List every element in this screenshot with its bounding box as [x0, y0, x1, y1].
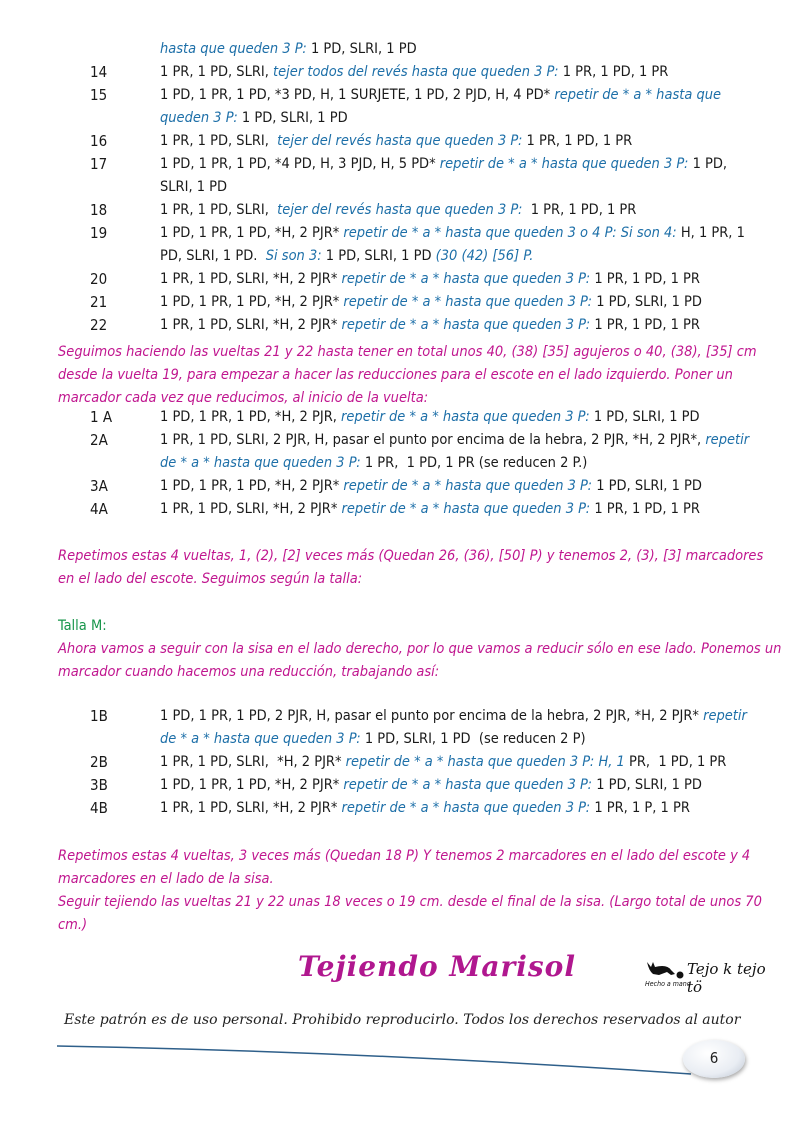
stitch-sequence: 1 PR, 1 PD, 1 PR	[594, 317, 700, 333]
stitch-sequence: 1 PD, 1 PR, 1 PD, *H, 2 PJR*	[160, 294, 344, 310]
row-instruction-line	[160, 452, 780, 475]
instruction-note: repetir de * a * hasta que queden 3 P:	[341, 501, 595, 517]
row-instruction-line	[160, 705, 780, 728]
row-instruction	[160, 797, 780, 820]
logo-text: Tejo k tejo tö	[687, 960, 766, 996]
instruction-note: repetir de * a * hasta que queden 3 P:	[341, 800, 595, 816]
row-instruction-line	[160, 498, 780, 521]
row-instruction-line	[160, 107, 780, 130]
instruction-note: repetir de * a * hasta que queden 3 P:	[341, 317, 595, 333]
row-instruction	[160, 222, 780, 268]
row-number: 21	[90, 293, 108, 311]
stitch-sequence: PD, SLRI, 1 PD.	[160, 248, 266, 264]
stitch-sequence: 1 PD, SLRI, 1 PD	[596, 777, 702, 793]
instruction-note: repetir de * a * hasta que queden 3 P: H, 1	[345, 754, 629, 770]
brand-signature: Tejiendo Marisol	[298, 950, 576, 983]
stitch-sequence: 1 PD, 1 PR, 1 PD, *H, 2 PJR*	[160, 478, 344, 494]
row-number: 4A	[90, 500, 108, 518]
stitch-sequence: 1 PR, 1 PD, SLRI, 2 PJR, H, pasar el punto por encima de la hebra, 2 PJR, *H, 2 PJR*,	[160, 432, 706, 448]
row-number: 3A	[90, 477, 108, 495]
stitch-sequence: H, 1 PR, 1	[680, 225, 745, 241]
stitch-sequence: SLRI, 1 PD	[160, 179, 228, 195]
stitch-sequence: 1 PD, SLRI, 1 PD	[325, 248, 436, 264]
row-instruction-line	[160, 429, 780, 452]
instruction-note: repetir	[705, 432, 750, 448]
row-instruction-line	[160, 38, 780, 61]
row-instruction	[160, 38, 780, 61]
stitch-sequence: 1 PR, 1 PD, SLRI, *H, 2 PJR*	[160, 271, 342, 287]
row-number: 19	[90, 224, 108, 242]
stitch-sequence: 1 PR, 1 PD, SLRI,	[160, 64, 274, 80]
stitch-sequence: 1 PR, 1 PD, SLRI, *H, 2 PJR*	[160, 317, 342, 333]
row-instruction-line	[160, 797, 780, 820]
stitch-sequence: 1 PR, 1 PD, 1 PR	[530, 202, 637, 218]
stitch-sequence: PR, 1 PD, 1 PR	[629, 754, 727, 770]
instruction-note: repetir de * a * hasta que queden 3 P:	[341, 409, 594, 425]
stitch-sequence: 1 PD, SLRI, 1 PD	[310, 41, 417, 57]
stitch-sequence: 1 PR, 1 PD, 1 PR (se reducen 2 P.)	[364, 455, 588, 471]
instruction-paragraph-repeat-b: Repetimos estas 4 vueltas, 3 veces más (Quedan 18 P) Y tenemos 2 marcadores en el lado del escote y 4 marcadores en el lado de la sisa.	[58, 848, 751, 887]
instruction-note: de * a * hasta que queden 3 P:	[160, 455, 365, 471]
size-heading: Talla M:	[58, 618, 107, 634]
instruction-note: repetir de * a * hasta que queden 3 o 4 P: Si son 4:	[343, 225, 681, 241]
row-number: 3B	[90, 776, 108, 794]
stitch-sequence: 1 PD, 1 PR, 1 PD, 2 PJR, H, pasar el punto por encima de la hebra, 2 PJR, *H, 2 PJR*	[160, 708, 704, 724]
row-instruction-line	[160, 61, 780, 84]
instruction-note: de * a * hasta que queden 3 P:	[160, 731, 365, 747]
row-instruction	[160, 61, 780, 84]
row-instruction	[160, 291, 780, 314]
row-instruction-line	[160, 176, 780, 199]
stitch-sequence: 1 PR, 1 PD, SLRI,	[160, 133, 278, 149]
row-instruction-line	[160, 245, 780, 268]
brand-logo	[645, 958, 785, 996]
instruction-paragraph-finish: Seguir tejiendo las vueltas 21 y 22 unas 18 veces o 19 cm. desde el final de la sisa. (Largo total de unos 70 cm.)	[58, 894, 762, 933]
row-instruction-line	[160, 268, 780, 291]
stitch-sequence: 1 PD, SLRI, 1 PD (se reducen 2 P)	[364, 731, 586, 747]
row-number: 16	[90, 132, 108, 150]
row-instruction	[160, 774, 780, 797]
row-number: 1B	[90, 707, 108, 725]
row-instruction-line	[160, 751, 780, 774]
instruction-paragraph-repeat-a: Repetimos estas 4 vueltas, 1, (2), [2] veces más (Quedan 26, (36), [50] P) y tenemos 2, (3), [3] marcadores en el lado del escote. Seguimos según la talla:	[58, 548, 764, 587]
instruction-note: Si son 3:	[265, 248, 326, 264]
row-number: 18	[90, 201, 108, 219]
row-instruction	[160, 268, 780, 291]
stitch-sequence: 1 PD, SLRI, 1 PD	[596, 478, 702, 494]
stitch-sequence: 1 PR, 1 P, 1 PR	[594, 800, 690, 816]
instruction-note: tejer todos del revés hasta que queden 3 P:	[273, 64, 563, 80]
footer-divider	[55, 1040, 695, 1080]
stitch-sequence: 1 PD, SLRI, 1 PD	[593, 409, 700, 425]
row-instruction	[160, 475, 780, 498]
row-number: 2A	[90, 431, 108, 449]
instruction-note: tejer del revés hasta que queden 3 P:	[277, 133, 527, 149]
row-number: 20	[90, 270, 108, 288]
stitch-sequence: 1 PD, 1 PR, 1 PD, *4 PD, H, 3 PJD, H, 5 PD*	[160, 156, 440, 172]
row-instruction	[160, 153, 780, 199]
row-instruction	[160, 705, 780, 751]
row-instruction-line	[160, 314, 780, 337]
stitch-sequence: 1 PR, 1 PD, SLRI, *H, 2 PJR*	[160, 754, 346, 770]
row-number: 1 A	[90, 408, 113, 426]
cat-yarn-icon	[645, 958, 685, 980]
instruction-paragraph-escote: Seguimos haciendo las vueltas 21 y 22 hasta tener en total unos 40, (38) [35] agujeros o 40, (38), [35] cm desde la vuelta 19, para empezar a hacer las reducciones para el escote en el lado izquierdo. Poner un marcador cada vez que reducimos, al inicio de la vuelta:	[58, 344, 757, 406]
instruction-paragraph-sisa: Ahora vamos a seguir con la sisa en el lado derecho, por lo que vamos a reducir sólo en ese lado. Ponemos un marcador cuando hacemos una reducción, trabajando así:	[58, 641, 782, 680]
stitch-sequence: 1 PD, 1 PR, 1 PD, *H, 2 PJR*	[160, 225, 344, 241]
instruction-note: repetir de * a * hasta que queden 3 P:	[343, 294, 597, 310]
row-instruction-line	[160, 222, 780, 245]
stitch-sequence: 1 PR, 1 PD, 1 PR	[526, 133, 633, 149]
row-instruction-line	[160, 199, 780, 222]
instruction-note: tejer del revés hasta que queden 3 P:	[277, 202, 531, 218]
instruction-note: repetir de * a * hasta que queden 3 P:	[343, 777, 597, 793]
logo-subtitle: Hecho a mano	[645, 980, 691, 988]
stitch-sequence: 1 PR, 1 PD, SLRI, *H, 2 PJR*	[160, 501, 342, 517]
stitch-sequence: 1 PD,	[692, 156, 728, 172]
stitch-sequence: 1 PR, 1 PD, SLRI,	[160, 202, 278, 218]
instruction-note: repetir de * a * hasta que queden 3 P:	[439, 156, 693, 172]
row-instruction-line	[160, 406, 780, 429]
stitch-sequence: 1 PD, SLRI, 1 PD	[596, 294, 702, 310]
copyright-notice: Este patrón es de uso personal. Prohibido reproducirlo. Todos los derechos reservados al autor	[64, 1012, 741, 1028]
row-number: 22	[90, 316, 108, 334]
instruction-note: repetir	[703, 708, 747, 724]
stitch-sequence: 1 PD, 1 PR, 1 PD, *H, 2 PJR*	[160, 777, 344, 793]
row-number: 4B	[90, 799, 108, 817]
row-instruction-line	[160, 153, 780, 176]
row-instruction	[160, 498, 780, 521]
stitch-sequence: 1 PR, 1 PD, 1 PR	[594, 271, 700, 287]
instruction-note: repetir de * a * hasta que queden 3 P:	[341, 271, 595, 287]
stitch-sequence: 1 PD, 1 PR, 1 PD, *H, 2 PJR,	[160, 409, 342, 425]
page-number-badge	[683, 1040, 745, 1078]
row-number: 14	[90, 63, 108, 81]
row-instruction	[160, 84, 780, 130]
row-instruction	[160, 429, 780, 475]
row-instruction-line	[160, 475, 780, 498]
stitch-sequence: 1 PR, 1 PD, 1 PR	[594, 501, 700, 517]
row-number: 2B	[90, 753, 108, 771]
stitch-sequence: 1 PD, SLRI, 1 PD	[241, 110, 348, 126]
row-number: 15	[90, 86, 108, 104]
row-instruction	[160, 314, 780, 337]
row-instruction	[160, 130, 780, 153]
instruction-note: hasta que queden 3 P:	[160, 41, 311, 57]
row-instruction	[160, 199, 780, 222]
stitch-sequence: 1 PD, 1 PR, 1 PD, *3 PD, H, 1 SURJETE, 1 PD, 2 PJD, H, 4 PD*	[160, 87, 555, 103]
row-instruction	[160, 751, 780, 774]
row-instruction	[160, 406, 780, 429]
row-instruction-line	[160, 84, 780, 107]
instruction-note: repetir de * a * hasta que queden 3 P:	[343, 478, 597, 494]
page-number: 6	[709, 1049, 719, 1067]
stitch-sequence: 1 PR, 1 PD, SLRI, *H, 2 PJR*	[160, 800, 342, 816]
row-instruction-line	[160, 774, 780, 797]
row-instruction-line	[160, 130, 780, 153]
row-instruction-line	[160, 291, 780, 314]
row-instruction-line	[160, 728, 780, 751]
row-number: 17	[90, 155, 108, 173]
instruction-note: (30 (42) [56] P.	[435, 248, 534, 264]
instruction-note: repetir de * a * hasta que	[554, 87, 722, 103]
stitch-sequence: 1 PR, 1 PD, 1 PR	[562, 64, 669, 80]
instruction-note: queden 3 P:	[160, 110, 242, 126]
